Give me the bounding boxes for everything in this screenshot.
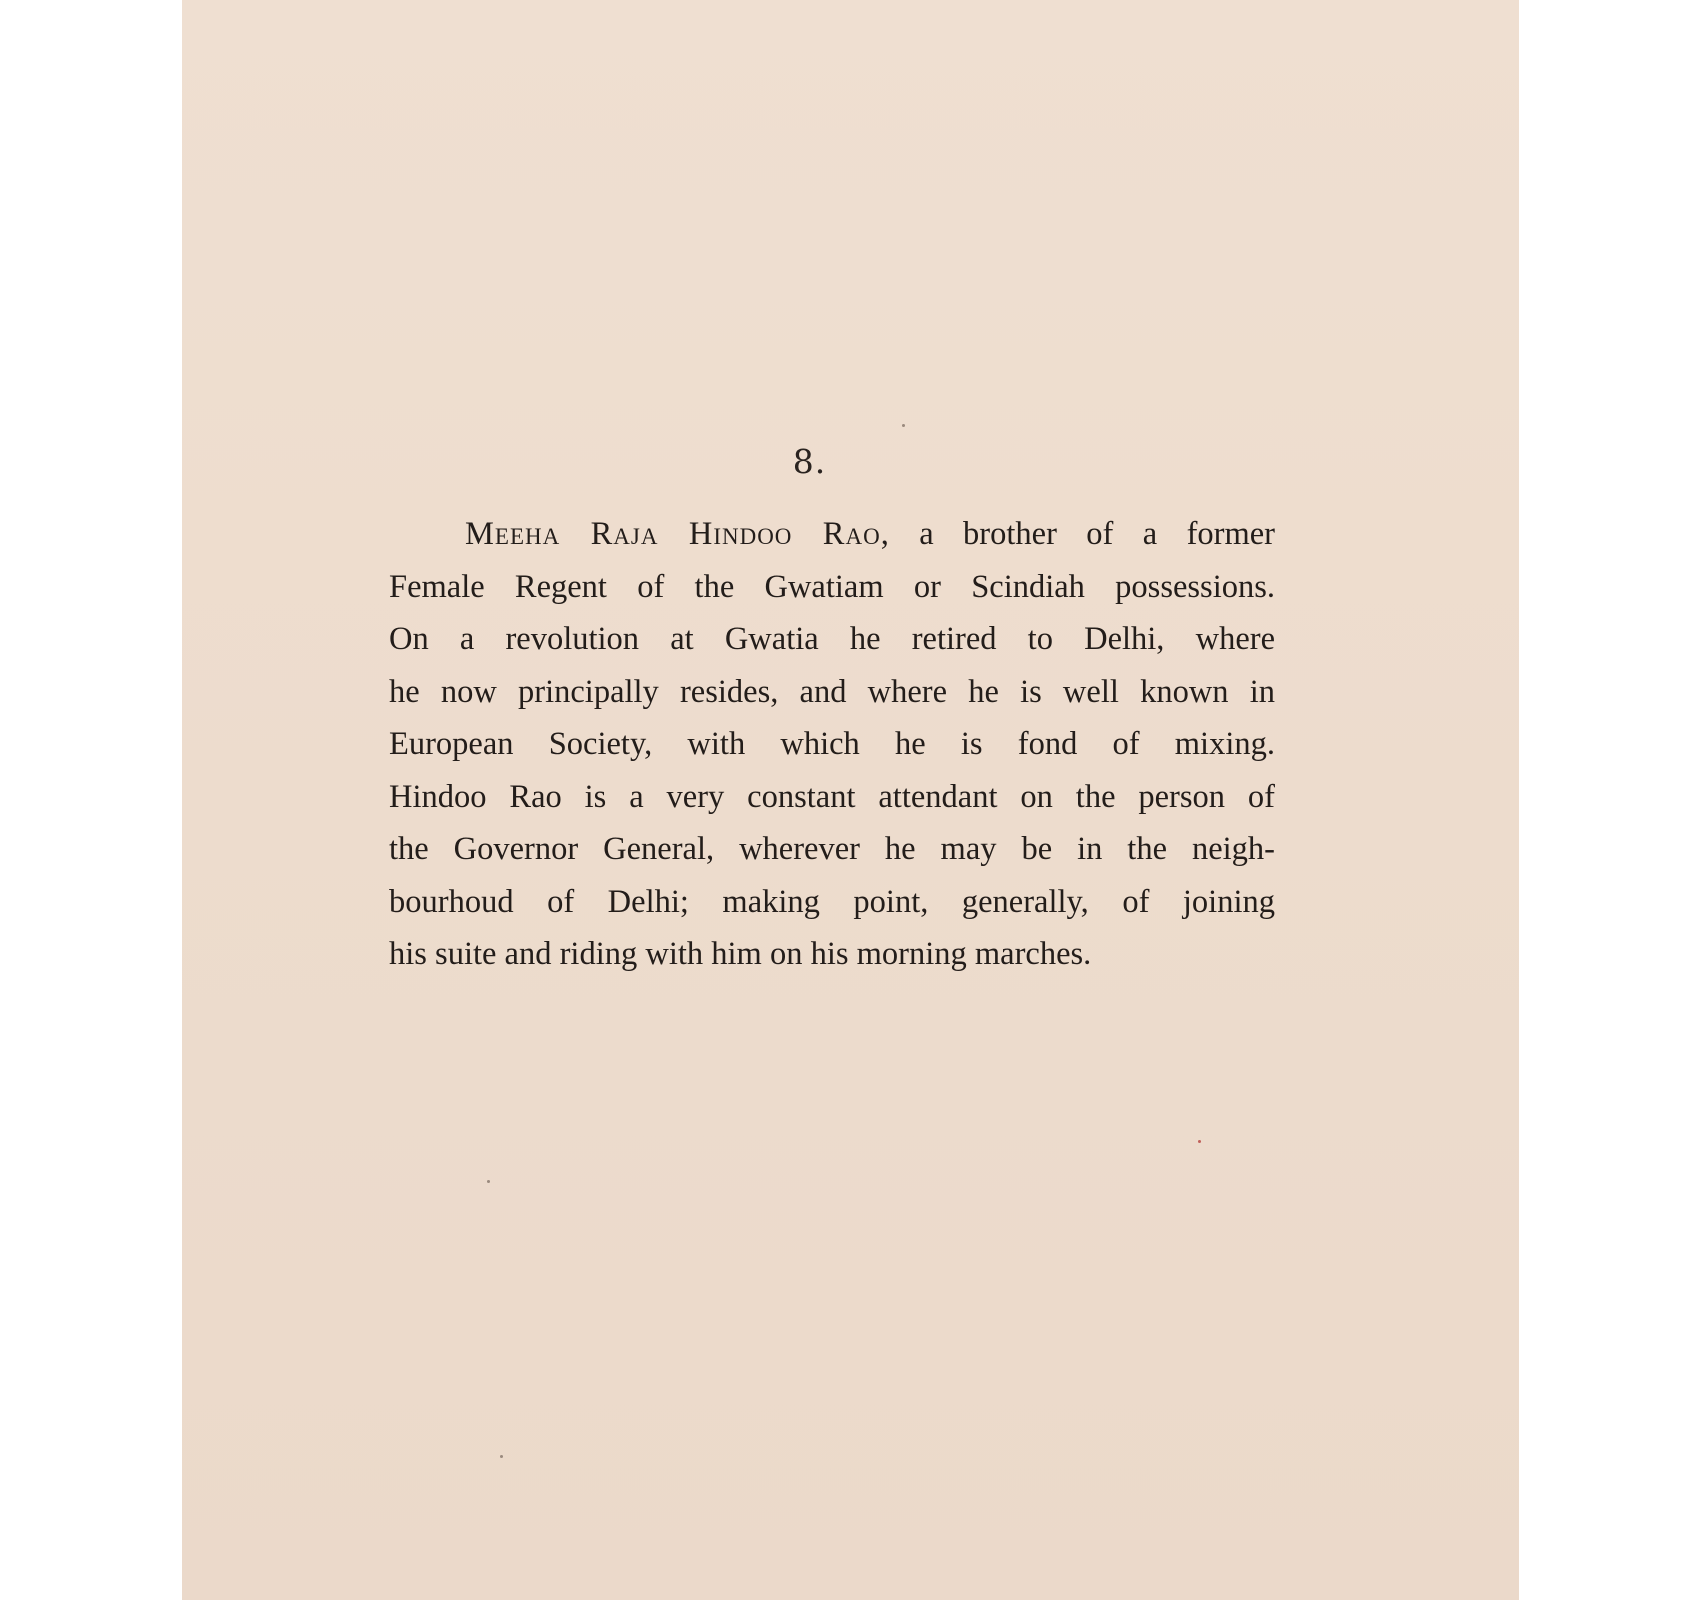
paragraph-line: he now principally resides, and where he is well known in (389, 673, 1275, 710)
paragraph-line: Hindoo Rao is a very constant attendant on the person of (389, 778, 1275, 815)
page-number: 8. (792, 442, 827, 481)
paragraph-line-text: a brother of a former (889, 516, 1276, 552)
paragraph-line: On a revolution at Gwatia he retired to Delhi, where (389, 621, 1275, 657)
paragraph-line: European Society, with which he is fond of mixing. (389, 726, 1275, 762)
paper-speck (1198, 1140, 1201, 1143)
paragraph-line: the Governor General, wherever he may be in the neigh- (389, 831, 1275, 867)
paragraph-line: Female Regent of the Gwatiam or Scindiah possessions. (389, 568, 1275, 605)
paragraph-line: bourhoud of Delhi; making point, generally, of joining (389, 883, 1275, 920)
paper-speck (487, 1180, 490, 1183)
paper-speck (902, 424, 905, 427)
opening-name: Meeha Raja Hindoo Rao, (465, 516, 890, 552)
paper-speck (500, 1455, 503, 1458)
paragraph-line: his suite and riding with him on his morning marches. (389, 936, 1092, 972)
body-paragraph (389, 508, 1275, 981)
paragraph-line (389, 508, 1275, 561)
book-page (182, 0, 1519, 1600)
